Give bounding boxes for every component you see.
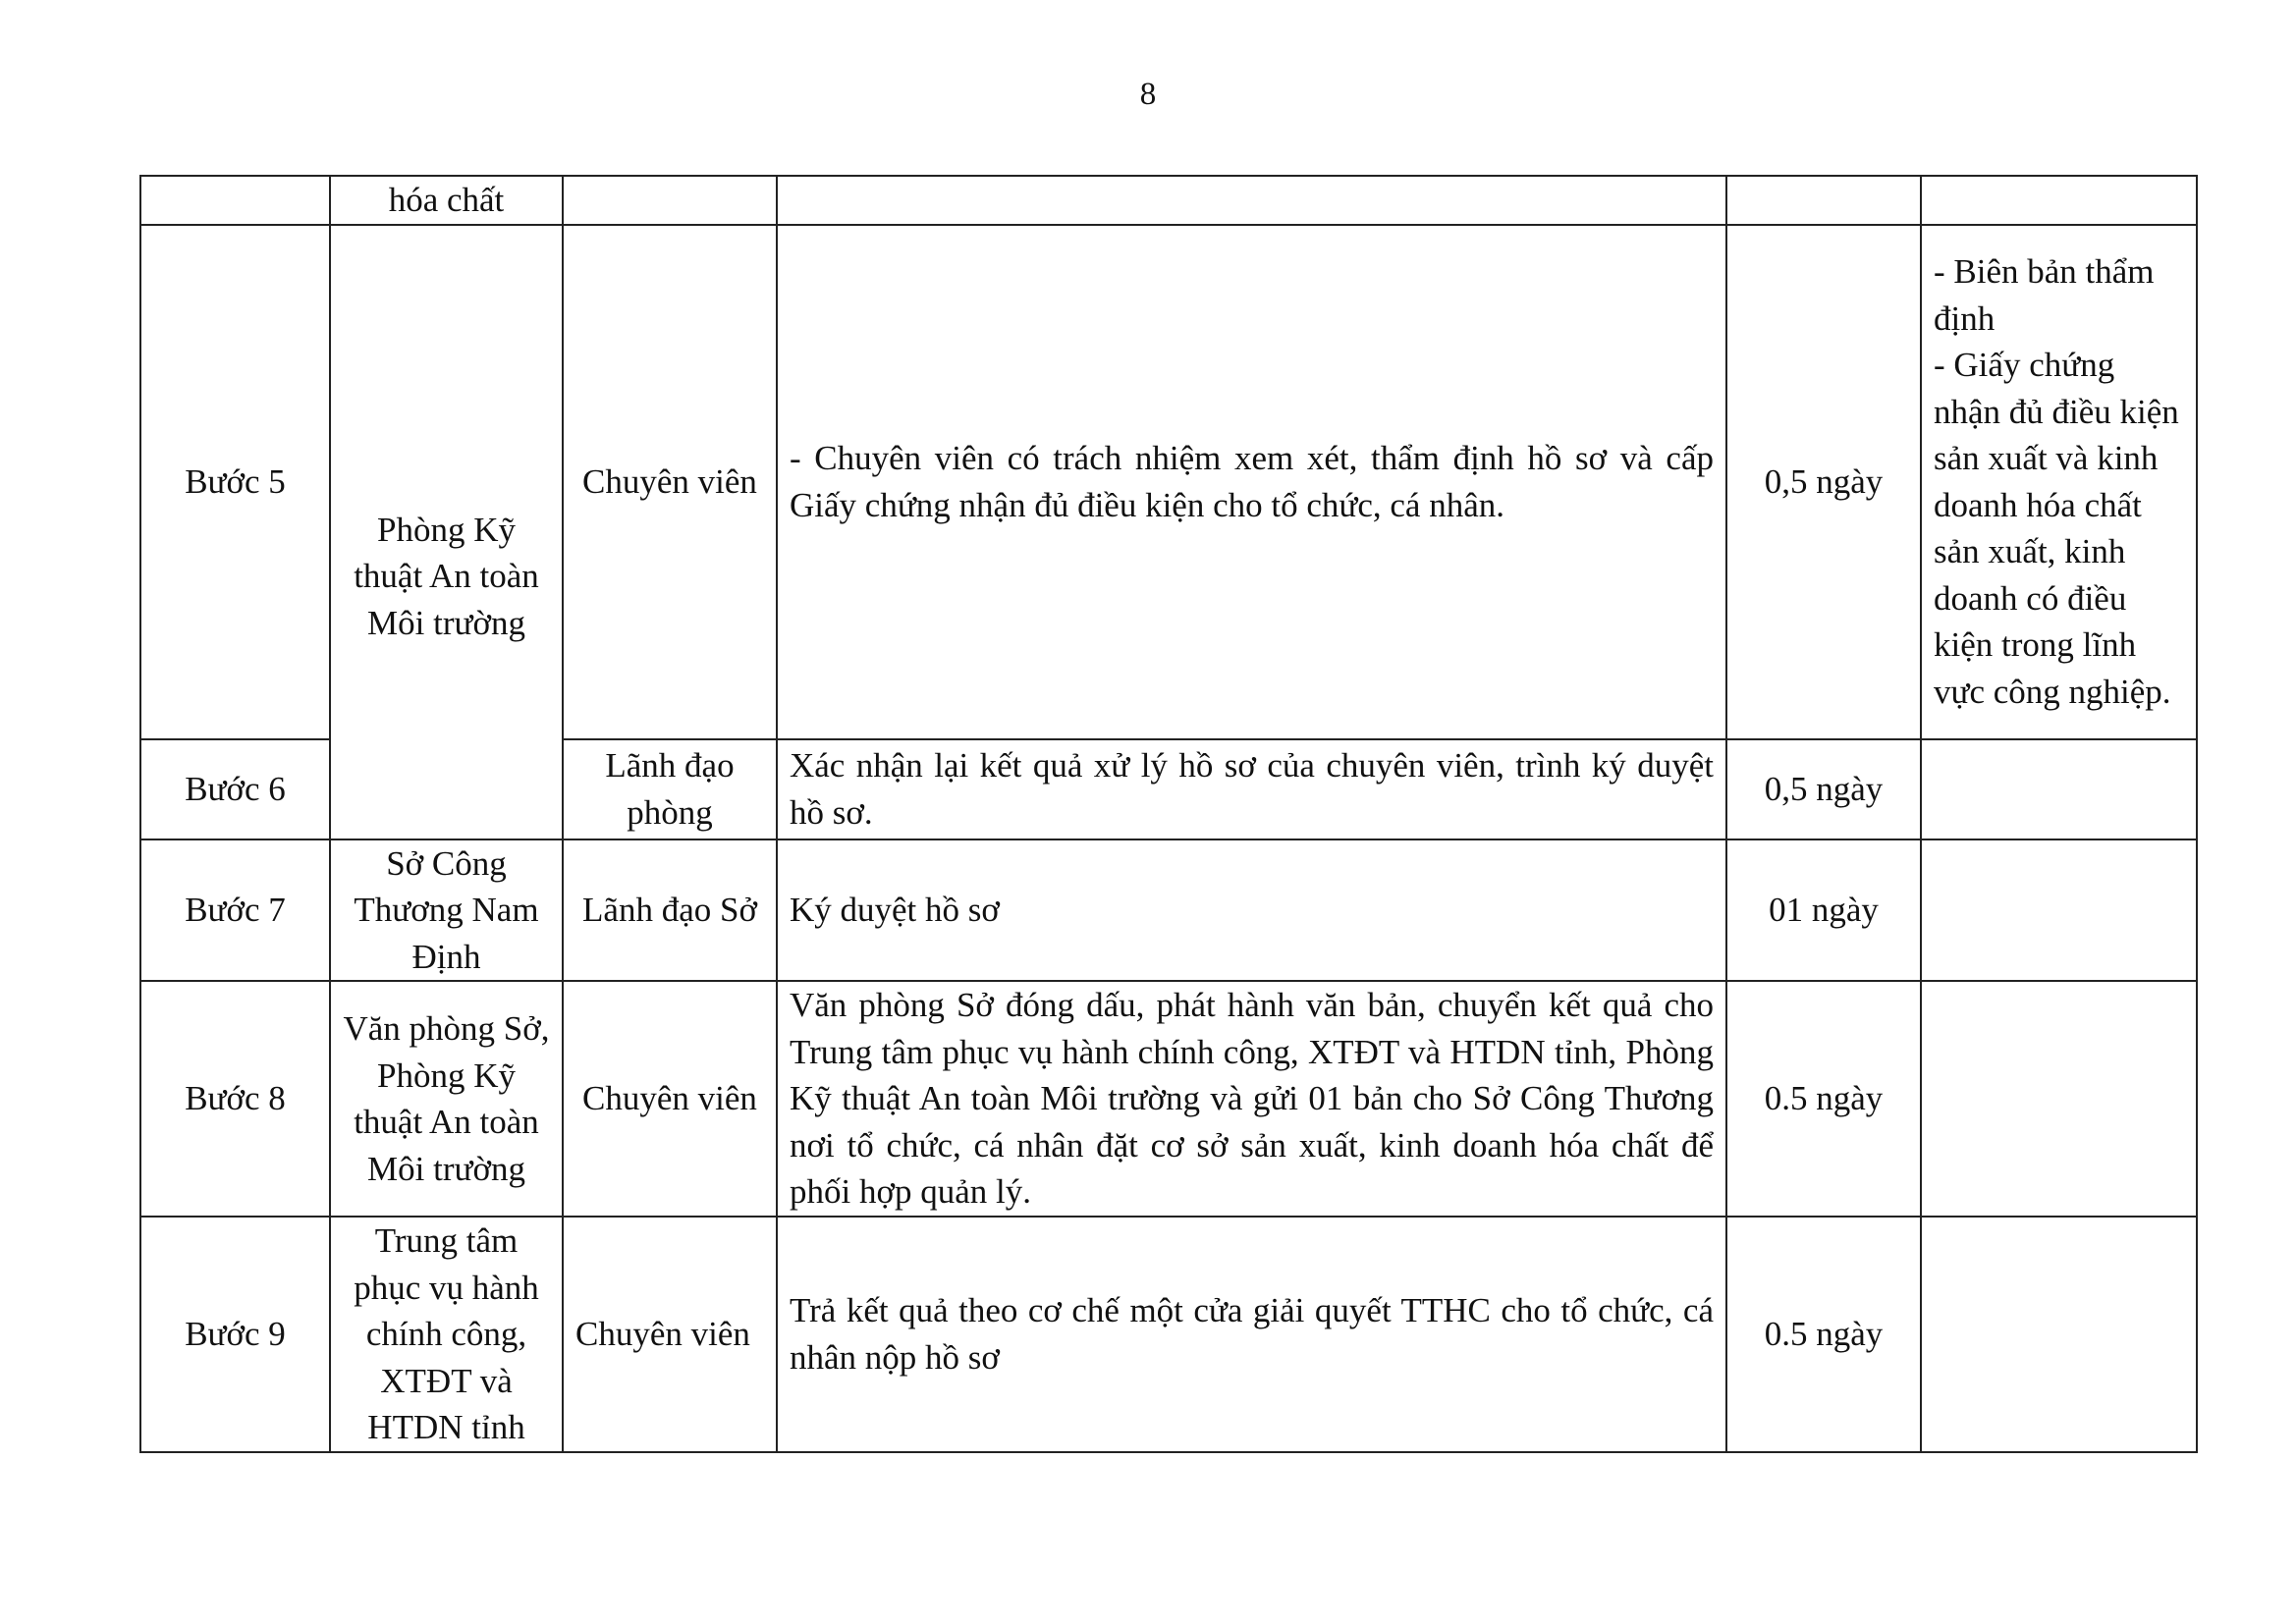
result-cell (1921, 225, 2197, 739)
time-cell (1726, 176, 1921, 225)
table-row (140, 1217, 2197, 1452)
description-cell (777, 176, 1726, 225)
step-cell: Bước 5 (140, 225, 330, 739)
description-cell: Ký duyệt hồ sơ (777, 839, 1726, 982)
step-cell (140, 176, 330, 225)
procedure-table (139, 175, 2198, 1453)
result-cell (1921, 739, 2197, 839)
result-cell (1921, 1217, 2197, 1452)
result-cell (1921, 981, 2197, 1217)
unit-cell (330, 225, 563, 839)
result-item: - Biên bản thẩm định (1934, 252, 2155, 338)
role-cell: Chuyên viên (563, 981, 777, 1217)
table-row (140, 176, 2197, 225)
step-cell: Bước 7 (140, 839, 330, 982)
unit-cell: Trung tâm phục vụ hành chính công, XTĐT và HTDN tỉnh (330, 1217, 563, 1452)
role-cell: Chuyên viên (563, 1217, 777, 1452)
description-cell: Xác nhận lại kết quả xử lý hồ sơ của chuyên viên, trình ký duyệt hồ sơ. (777, 739, 1726, 839)
step-cell: Bước 9 (140, 1217, 330, 1452)
unit-cell: Sở Công Thương Nam Định (330, 839, 563, 982)
description-cell: Văn phòng Sở đóng dấu, phát hành văn bản, chuyển kết quả cho Trung tâm phục vụ hành chính công, XTĐT và HTDN tỉnh, Phòng Kỹ thuật An toàn Môi trường và gửi 01 bản cho Sở Công Thương nơi tổ chức, cá nhân đặt cơ sở sản xuất, kinh doanh hóa chất để phối hợp quản lý. (777, 981, 1726, 1217)
table-row (140, 839, 2197, 982)
table-row (140, 981, 2197, 1217)
unit-cell: Văn phòng Sở, Phòng Kỹ thuật An toàn Môi trường (330, 981, 563, 1217)
role-cell: Chuyên viên (563, 225, 777, 739)
role-cell (563, 176, 777, 225)
table-row (140, 225, 2197, 739)
description-cell: Trả kết quả theo cơ chế một cửa giải quyết TTHC cho tổ chức, cá nhân nộp hồ sơ (777, 1217, 1726, 1452)
unit-cell: hóa chất (330, 176, 563, 225)
time-cell: 0.5 ngày (1726, 1217, 1921, 1452)
page-number: 8 (1139, 77, 1157, 112)
step-cell: Bước 6 (140, 739, 330, 839)
role-cell: Lãnh đạo phòng (563, 739, 777, 839)
step-cell: Bước 8 (140, 981, 330, 1217)
role-cell: Lãnh đạo Sở (563, 839, 777, 982)
time-cell: 0,5 ngày (1726, 225, 1921, 739)
time-cell: 01 ngày (1726, 839, 1921, 982)
description-cell: - Chuyên viên có trách nhiệm xem xét, thẩm định hồ sơ và cấp Giấy chứng nhận đủ điều kiện cho tổ chức, cá nhân. (777, 225, 1726, 739)
time-cell: 0.5 ngày (1726, 981, 1921, 1217)
unit-text: Phòng Kỹ thuật An toàn Môi trường (354, 510, 539, 642)
result-cell (1921, 176, 2197, 225)
time-cell: 0,5 ngày (1726, 739, 1921, 839)
result-item: - Giấy chứng nhận đủ điều kiện sản xuất và kinh doanh hóa chất sản xuất, kinh doanh có điều kiện trong lĩnh vực công nghiệp. (1934, 346, 2179, 711)
result-cell (1921, 839, 2197, 982)
